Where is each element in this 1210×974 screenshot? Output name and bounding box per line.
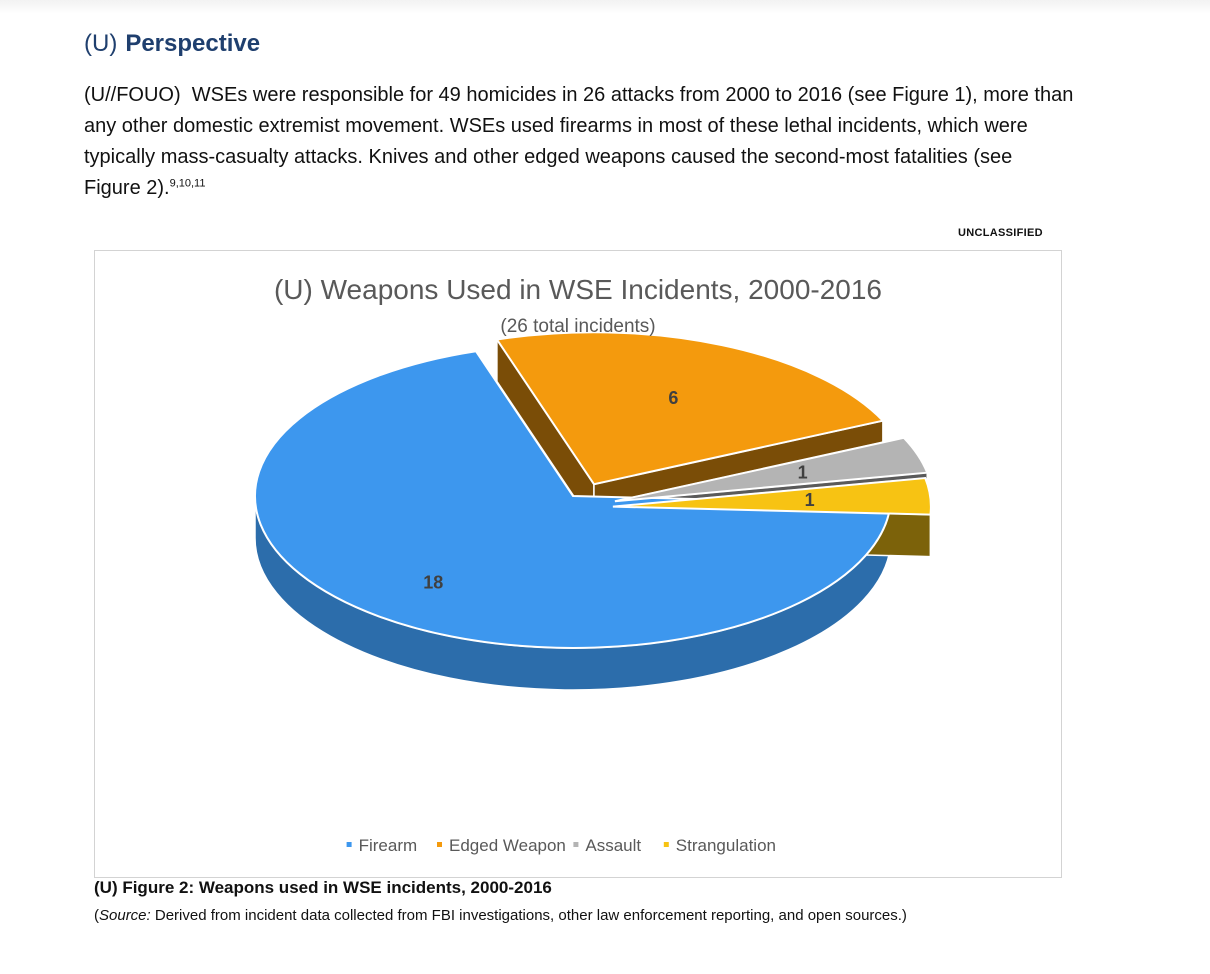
source-text: Derived from incident data collected from FBI investigations, other law enforcement reporting, and open sources.) <box>154 907 907 924</box>
legend-label-strangulation: Strangulation <box>675 836 776 855</box>
paragraph-marking: (U//FOUO) <box>84 84 181 106</box>
section-heading <box>84 30 260 58</box>
data-label-strangulation: 1 <box>804 490 815 511</box>
heading-marking: (U) <box>84 30 118 57</box>
footnote-refs: 9,10,11 <box>169 177 206 190</box>
chart-subtitle: (26 total incidents) <box>500 316 656 337</box>
legend-item-assault <box>573 836 641 855</box>
legend-swatch-strangulation <box>664 842 669 847</box>
legend-item-firearm <box>347 836 418 855</box>
legend-item-edged-weapon <box>437 836 566 855</box>
paragraph-text: WSEs were responsible for 49 homicides in 26 attacks from 2000 to 2016 (see Figure 1), more than any other domestic extremist movement. WSEs used firearms in most of these lethal incidents, which were typically mass-casualty attacks. Knives and other edged weapons caused the second-most fatalities (see Figure 2). <box>84 84 1074 199</box>
top-shadow <box>0 0 1210 14</box>
data-label-firearm: 18 <box>423 572 444 593</box>
legend-swatch-firearm <box>347 842 352 847</box>
figure-caption: (U) Figure 2: Weapons used in WSE incidents, 2000-2016 <box>94 878 552 897</box>
legend-label-edged-weapon: Edged Weapon <box>449 836 566 855</box>
legend-label-assault: Assault <box>585 836 642 855</box>
legend-swatch-edged-weapon <box>437 842 442 847</box>
figure-source: (Source: Derived from incident data collected from FBI investigations, other law enforcement reporting, and open sources.) <box>94 907 907 924</box>
data-label-edged-weapon: 6 <box>668 387 679 408</box>
heading-title: Perspective <box>125 30 261 57</box>
legend-item-strangulation <box>664 836 776 855</box>
legend-label-firearm: Firearm <box>358 836 418 855</box>
data-label-assault: 1 <box>797 462 808 483</box>
pie-chart-svg <box>95 251 1061 877</box>
pie-chart <box>94 250 1062 878</box>
chart-legend <box>347 836 776 855</box>
body-paragraph <box>84 80 1074 204</box>
chart-title: (U) Weapons Used in WSE Incidents, 2000-2016 <box>273 274 883 305</box>
classification-marking: UNCLASSIFIED <box>958 227 1043 239</box>
legend-swatch-assault <box>573 842 578 847</box>
source-label: Source: <box>99 907 151 924</box>
